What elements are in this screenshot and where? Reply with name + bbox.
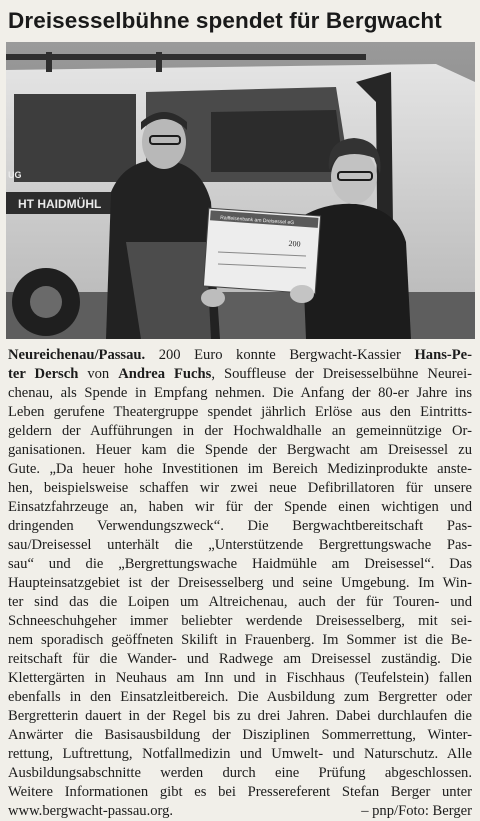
body-line-final — [8, 802, 472, 821]
body-line-12: sau“ und die „Bergrettungswache Haidmühle am Dreisessel“. Das — [8, 556, 472, 572]
body-line-15: Schneeschuhgeher immer beliebter werdende Dreisesselberg, mit sei- — [8, 613, 472, 629]
name-bold: ter Dersch — [8, 366, 79, 382]
body-line-7: Gute. „Da heuer hohe Investitionen im Bereich Medizinprodukte anste- — [8, 461, 472, 477]
line-text: 200 Euro konnte Bergwacht-Kassier — [145, 347, 415, 363]
body-line-13: Haupteinsatzgebiet ist der Dreisesselberg und seine Umgebung. Im Win- — [8, 575, 472, 591]
body-line-5: geldern der Aufführungen in der Hochwaldhalle an gemeinnützige Or- — [8, 423, 472, 439]
body-line-24: Weitere Informationen gibt es bei Pressereferent Stefan Berger unter — [8, 784, 472, 800]
vehicle-lettering-top: UG — [8, 170, 22, 180]
article-photo — [6, 42, 475, 339]
vehicle-lettering: HT HAIDMÜHL — [18, 197, 102, 211]
check-amount: 200 — [288, 238, 301, 249]
body-line-4: Leben gerufene Theatergruppe spendet jährlich Erlöse aus den Eintritts- — [8, 404, 472, 420]
body-line-16: nem sporadisch geöffneten Skilift in Frauenberg. Im Sommer ist die Be- — [8, 632, 472, 648]
body-line-21: Anwärter die Basisausbildung der Disziplinen Sommerrettung, Winter- — [8, 727, 472, 743]
name-bold: Andrea Fuchs — [118, 366, 212, 382]
article-body — [8, 346, 472, 821]
body-line-9: Einsatzfahrzeuge an, haben wir für der Spende einen wichtigen und — [8, 499, 472, 515]
body-line-18: Klettergärten in Neuhaus am Inn und in Fischhaus (Teufelstein) fallen — [8, 670, 472, 686]
photo-credit: – pnp/Foto: Berger — [361, 803, 472, 819]
body-line-6: ganisationen. Heuer kam die Spende der Bergwacht am Dreisessel zu — [8, 442, 472, 458]
body-line-19: ebenfalls in den Einsatzleitbereich. Die Ausbildung zum Bergretter oder — [8, 689, 472, 705]
body-line-20: Bergretterin dauert in der Regel bis zu drei Jahren. Dabei durchlaufen die — [8, 708, 472, 724]
body-line-14: ter sind das die Loipen um Altreichenau, auch der für Touren- und — [8, 594, 472, 610]
body-line-23: Ausbildungsabschnitte werden durch eine Prüfung abgeschlossen. — [8, 765, 472, 781]
body-line-2 — [8, 365, 472, 384]
dateline: Neureichenau/Passau. — [8, 347, 146, 363]
body-line-17: reitschaft für die Wander- und Radwege am Dreisessel zuständig. Die — [8, 651, 472, 667]
article-headline: Dreisesselbühne spendet für Bergwacht — [8, 8, 442, 33]
line-text: von — [78, 366, 119, 382]
line-text: , Souffleuse der Dreisesselbühne Neurei- — [211, 366, 472, 382]
body-line-3: chenau, als Spende in Empfang nehmen. Die Anfang der 80-er Jahre ins — [8, 385, 472, 401]
check-bank-name: Raiffeisenbank am Dreisessel eG — [219, 215, 295, 227]
body-line-1 — [8, 346, 472, 365]
body-line-11: sau/Dreisessel unterhält die „Unterstützende Bergrettungswache Pas- — [8, 537, 472, 553]
name-bold: Hans-Pe- — [414, 347, 472, 363]
body-line-8: hen, beispielsweise schaffen wir zwei neue Defibrillatoren für unsere — [8, 480, 472, 496]
body-line-22: rettung, Luftrettung, Notfallmedizin und Umwelt- und Naturschutz. Alle — [8, 746, 472, 762]
website-text: www.bergwacht-passau.org. — [8, 803, 174, 819]
body-line-10: dringenden Verwendungszweck“. Die Bergwachtbereitschaft Pas- — [8, 518, 472, 534]
